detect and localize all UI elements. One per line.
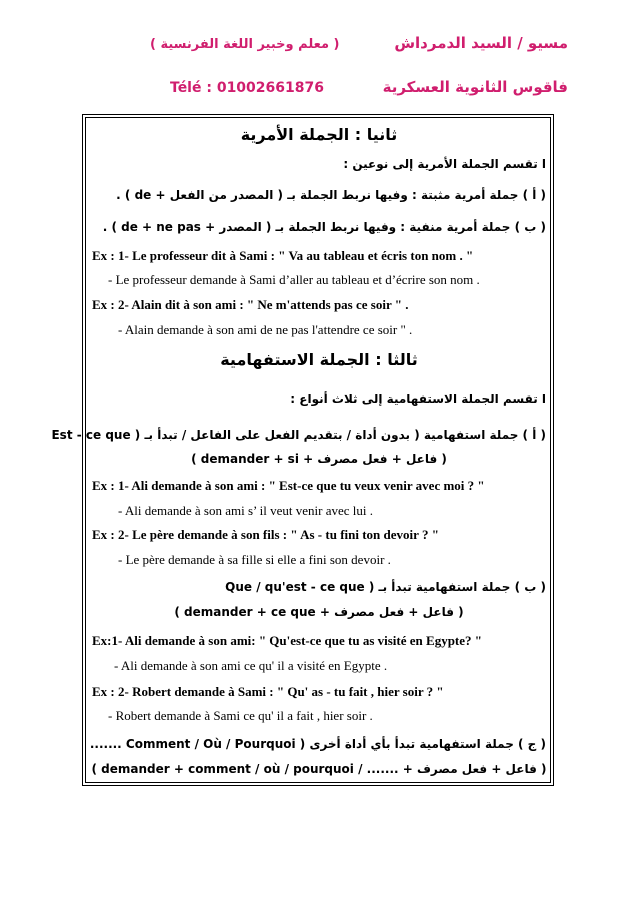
interrogative-formula-b: ( demander + ce que + فاعل + فعل مصرف ): [174, 605, 464, 619]
teacher-name: مسيو / السيد الدمرداش: [394, 34, 568, 52]
interrogative-title: ثالثا : الجملة الاستفهامية: [220, 350, 418, 369]
school-name: فاقوس الثانوية العسكرية: [382, 78, 568, 96]
interrogative-example-a1: Ex : 1- Ali demande à son ami : " Est-ce que tu veux venir avec moi ? ": [92, 478, 485, 493]
interrogative-type-b: ( ب ) جملة استفهامية تبدأ بـ ( Que / qu'est - ce que: [225, 580, 546, 594]
interrogative-formula-a: ( demander + si + فاعل + فعل مصرف ): [191, 452, 447, 466]
imperative-type-b: ( ب ) جملة أمرية منفية : وفيها نربط الجملة بـ ( المصدر + de + ne pas ) .: [102, 220, 546, 234]
interrogative-example-b1: Ex:1- Ali demande à son ami: " Qu'est-ce que tu as visité en Egypte? ": [92, 633, 482, 648]
imperative-reported-2: - Alain demande à son ami de ne pas l'attendre ce soir " .: [118, 322, 413, 337]
teacher-title: ( معلم وخبير اللغة الفرنسية ): [150, 37, 340, 52]
interrogative-intro: ا تقسم الجملة الاستفهامية إلى ثلاث أنواع :: [290, 392, 546, 406]
imperative-example-1: Ex : 1- Le professeur dit à Sami : " Va au tableau et écris ton nom . ": [92, 248, 474, 263]
interrogative-formula-c: ( demander + comment / où / pourquoi / ....... + فاعل + فعل مصرف ): [91, 762, 547, 776]
imperative-title: ثانيا : الجملة الأمرية: [240, 125, 398, 144]
imperative-reported-1: - Le professeur demande à Sami d’aller au tableau et d’écrire son nom .: [108, 272, 480, 287]
interrogative-type-c: ( ج ) جملة استفهامية تبدأ بأي أداة أخرى ( Comment / Où / Pourquoi .......: [89, 737, 546, 751]
interrogative-reported-b1: - Ali demande à son ami ce qu' il a visité en Egypte .: [114, 658, 388, 673]
interrogative-reported-b2: - Robert demande à Sami ce qu' il a fait , hier soir .: [108, 708, 373, 723]
interrogative-example-a2: Ex : 2- Le père demande à son fils : " As - tu fini ton devoir ? ": [92, 527, 439, 542]
imperative-intro: ا تقسم الجملة الأمرية إلى نوعين :: [343, 157, 546, 171]
imperative-type-a: ( أ ) جملة أمرية مثبتة : وفيها نربط الجملة بـ ( المصدر من الفعل + de ) .: [116, 188, 546, 202]
interrogative-reported-a1: - Ali demande à son ami s’ il veut venir avec lui .: [118, 503, 373, 518]
interrogative-type-a: ( أ ) جملة استفهامية ( بدون أداة / بتقديم الفعل على الفاعل / تبدأ بـ ( Est - ce que: [51, 428, 546, 442]
interrogative-example-b2: Ex : 2- Robert demande à Sami : " Qu' as - tu fait , hier soir ? ": [92, 684, 444, 699]
imperative-example-2: Ex : 2- Alain dit à son ami : " Ne m'attends pas ce soir " .: [92, 297, 409, 312]
phone-number: Télé : 01002661876: [170, 80, 324, 96]
interrogative-reported-a2: - Le père demande à sa fille si elle a fini son devoir .: [118, 552, 391, 567]
